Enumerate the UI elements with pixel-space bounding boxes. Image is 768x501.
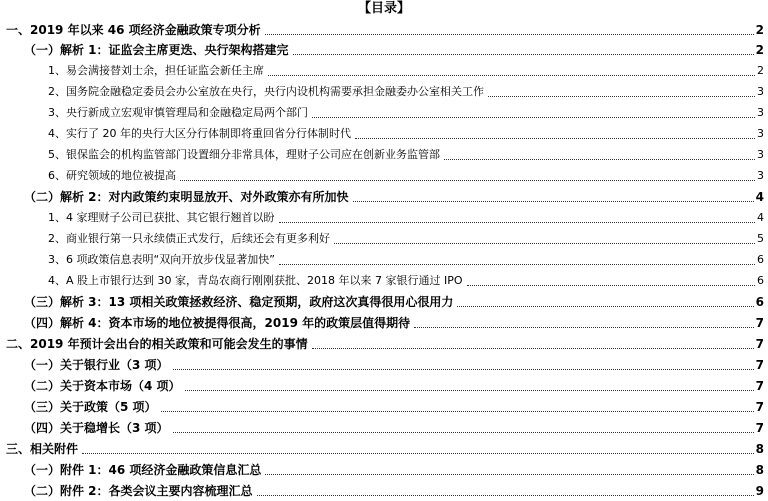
toc-entry-text: （三）解析 3：13 项相关政策拯救经济、稳定预期，政府这次真得很用心很用力 [24, 295, 454, 309]
toc-title: 【目录】 [357, 1, 410, 16]
toc-page-number: 6 [757, 253, 764, 266]
toc-entry-text: （四）解析 4：资本市场的地位被提得很高，2019 年的政策层值得期待 [24, 316, 411, 330]
dot-leader [444, 159, 755, 160]
toc-page-number: 7 [755, 421, 764, 435]
toc-entry-item-1-1-4[interactable] [48, 123, 764, 143]
dot-leader [265, 34, 754, 35]
dot-leader [279, 264, 755, 265]
toc-entry-text: 1、易会满接替刘士余，担任证监会新任主席 [48, 64, 264, 77]
dot-leader [82, 453, 754, 454]
toc-page-number: 7 [755, 316, 764, 330]
toc-entry-text: 三、相关附件 [6, 442, 79, 456]
toc-entry-text: （三）关于政策（5 项） [24, 400, 157, 414]
toc-entry-item-1-2-1[interactable] [48, 207, 764, 227]
dot-leader [353, 201, 754, 202]
toc-page-number: 7 [755, 358, 764, 372]
dot-leader [173, 432, 754, 433]
toc-entry-section-1-1[interactable] [24, 39, 764, 59]
toc-entry-section-2-3[interactable] [24, 396, 764, 416]
dot-leader [355, 138, 755, 139]
toc-page-number: 2 [755, 23, 764, 37]
dot-leader [265, 474, 753, 475]
toc-entry-text: 4、实行了 20 年的央行大区分行体制即将重回省分行体制时代 [48, 127, 351, 140]
dot-leader [467, 285, 755, 286]
toc-page-number: 7 [755, 400, 764, 414]
toc-page-number: 4 [755, 190, 764, 204]
dot-leader [293, 54, 754, 55]
dot-leader [457, 306, 753, 307]
toc-page-number: 3 [757, 169, 764, 182]
toc-entry-part-2[interactable] [6, 333, 764, 353]
dot-leader [268, 75, 755, 76]
toc-page-number: 2 [757, 64, 764, 77]
dot-leader [161, 411, 754, 412]
dot-leader [312, 348, 754, 349]
toc-entry-text: （一）关于银行业（3 项） [24, 358, 169, 372]
toc-entry-section-2-4[interactable] [24, 417, 764, 437]
toc-entry-section-3-1[interactable] [24, 459, 764, 479]
toc-entry-text: （二）关于资本市场（4 项） [24, 379, 181, 393]
toc-page-number: 3 [757, 127, 764, 140]
toc-entry-text: 二、2019 年预计会出台的相关政策和可能会发生的事情 [6, 337, 308, 351]
toc-page-number: 3 [757, 106, 764, 119]
toc-entry-item-1-2-2[interactable] [48, 228, 764, 248]
toc-entry-text: （二）解析 2：对内政策约束明显放开、对外政策亦有所加快 [24, 190, 349, 204]
toc-entry-section-1-4[interactable] [24, 312, 764, 332]
toc-page-number: 3 [757, 85, 764, 98]
toc-entry-section-2-1[interactable] [24, 354, 764, 374]
toc-entry-section-1-2[interactable] [24, 186, 764, 206]
dot-leader [488, 96, 755, 97]
toc-page-number: 2 [755, 43, 764, 57]
dot-leader [334, 243, 755, 244]
toc-entry-text: 一、2019 年以来 46 项经济金融政策专项分析 [6, 23, 261, 37]
dot-leader [414, 327, 754, 328]
toc-entry-text: 3、6 项政策信息表明“双向开放步伐显著加快” [48, 253, 275, 266]
dot-leader [185, 390, 754, 391]
toc-entry-item-1-1-3[interactable] [48, 102, 764, 122]
toc-entry-section-2-2[interactable] [24, 375, 764, 395]
toc-entry-item-1-2-3[interactable] [48, 249, 764, 269]
toc-entry-text: （四）关于稳增长（3 项） [24, 421, 169, 435]
toc-page-number: 5 [757, 232, 764, 245]
toc-page-number: 7 [755, 379, 764, 393]
toc-entry-item-1-1-6[interactable] [48, 165, 764, 185]
toc-entry-section-1-3[interactable] [24, 291, 764, 311]
toc-entry-text: 4、A 股上市银行达到 30 家，青岛农商行刚刚获批、2018 年以来 7 家银行通过 IPO [48, 274, 463, 287]
toc-entry-item-1-1-1[interactable] [48, 60, 764, 80]
toc-entry-item-1-1-5[interactable] [48, 144, 764, 164]
toc-page-number: 3 [757, 148, 764, 161]
toc-entry-text: （一）附件 1：46 项经济金融政策信息汇总 [24, 463, 262, 477]
toc-entry-text: 3、央行新成立宏观审慎管理局和金融稳定局两个部门 [48, 106, 308, 119]
toc-entry-text: 5、银保监会的机构监管部门设置细分非常具体，理财子公司应在创新业务监管部 [48, 148, 440, 161]
dot-leader [312, 117, 755, 118]
toc-entry-item-1-1-2[interactable] [48, 81, 764, 101]
dot-leader [257, 495, 754, 496]
toc-page-number: 8 [755, 442, 764, 456]
toc-entry-text: （二）附件 2：各类会议主要内容梳理汇总 [24, 484, 253, 498]
toc-page-number: 7 [755, 337, 764, 351]
toc-entry-text: 6、研究领域的地位被提高 [48, 169, 176, 182]
toc-entry-text: 1、4 家理财子公司已获批、其它银行翘首以盼 [48, 211, 275, 224]
toc-entry-text: 2、国务院金融稳定委员会办公室放在央行，央行内设机构需要承担金融委办公室相关工作 [48, 85, 484, 98]
dot-leader [180, 180, 755, 181]
toc-page-number: 4 [757, 211, 764, 224]
dot-leader [279, 222, 756, 223]
toc-entry-part-1[interactable] [6, 19, 764, 39]
toc-entry-part-3[interactable] [6, 438, 764, 458]
toc-entry-item-1-2-4[interactable] [48, 270, 764, 290]
toc-entry-section-3-2[interactable] [24, 480, 764, 500]
toc-page-number: 9 [755, 484, 764, 498]
dot-leader [173, 369, 754, 370]
toc-entry-text: 2、商业银行第一只永续债正式发行，后续还会有更多利好 [48, 232, 330, 245]
toc-page-number: 6 [755, 295, 764, 309]
toc-page-number: 8 [755, 463, 764, 477]
toc-page-number: 6 [757, 274, 764, 287]
toc-entry-text: （一）解析 1：证监会主席更迭、央行架构搭建完 [24, 43, 289, 57]
